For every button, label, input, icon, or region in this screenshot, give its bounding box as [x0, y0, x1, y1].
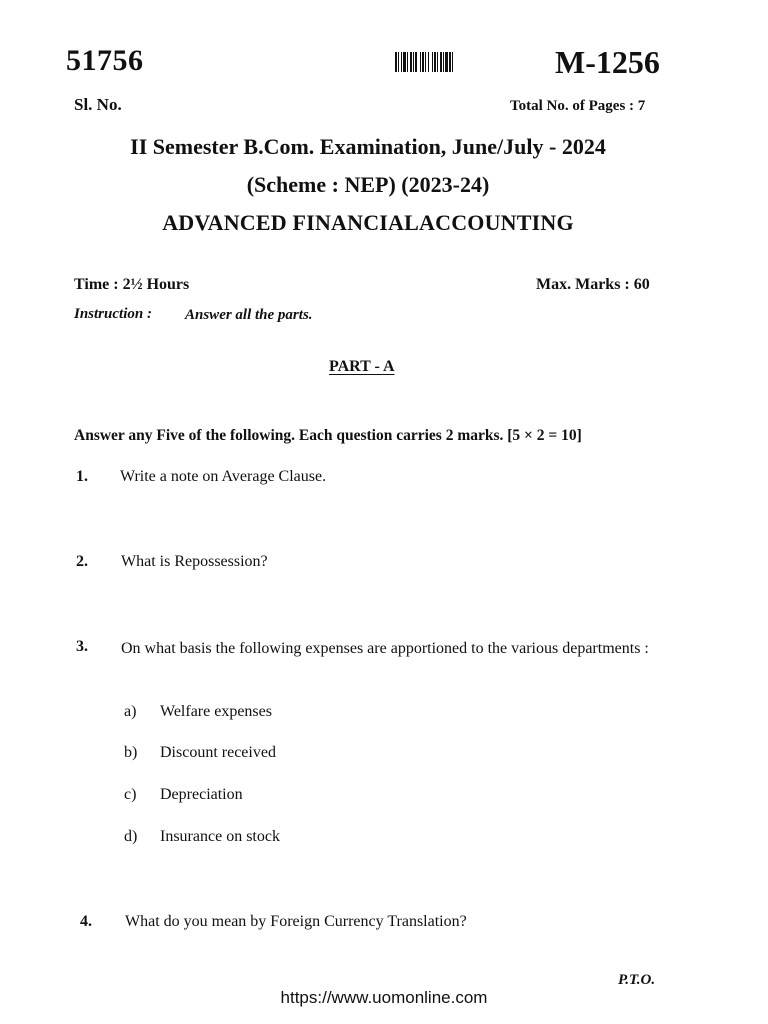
question-number: 3. — [76, 638, 88, 655]
option-text: Depreciation — [160, 786, 243, 803]
question-text: What do you mean by Foreign Currency Translation? — [125, 913, 467, 930]
option-text: Discount received — [160, 744, 276, 761]
subject-title: ADVANCED FINANCIALACCOUNTING — [162, 210, 574, 235]
pto-label: P.T.O. — [618, 972, 656, 988]
question-number: 2. — [76, 553, 88, 570]
total-pages: Total No. of Pages : 7 — [510, 98, 646, 114]
exam-title: II Semester B.Com. Examination, June/July - 2024 — [130, 134, 606, 159]
instruction-text: Answer all the parts. — [185, 307, 313, 323]
question-text: Write a note on Average Clause. — [120, 468, 327, 485]
option-text: Insurance on stock — [160, 828, 280, 845]
question-number: 4. — [80, 913, 92, 930]
question-text: What is Repossession? — [121, 553, 268, 570]
option-label: b) — [124, 744, 138, 761]
barcode — [395, 52, 493, 72]
question-text: On what basis the following expenses are apportioned to the various departments : — [121, 640, 649, 657]
paper-code: 51756 — [66, 44, 144, 77]
option-label: a) — [124, 703, 137, 720]
part-instruction: Answer any Five of the following. Each question carries 2 marks. [5 × 2 = 10] — [74, 427, 582, 444]
option-label: c) — [124, 786, 137, 803]
part-heading: PART - A — [329, 358, 395, 375]
footer-url[interactable]: https://www.uomonline.com — [280, 988, 488, 1007]
time-duration: Time : 2½ Hours — [74, 276, 190, 293]
max-marks: Max. Marks : 60 — [536, 276, 650, 293]
option-text: Welfare expenses — [160, 703, 272, 720]
sl-no-label: Sl. No. — [74, 95, 122, 114]
exam-code: M-1256 — [555, 44, 660, 80]
option-label: d) — [124, 828, 138, 845]
instruction-label: Instruction : — [74, 306, 152, 322]
scheme-line: (Scheme : NEP) (2023-24) — [246, 172, 490, 197]
question-number: 1. — [76, 468, 88, 485]
